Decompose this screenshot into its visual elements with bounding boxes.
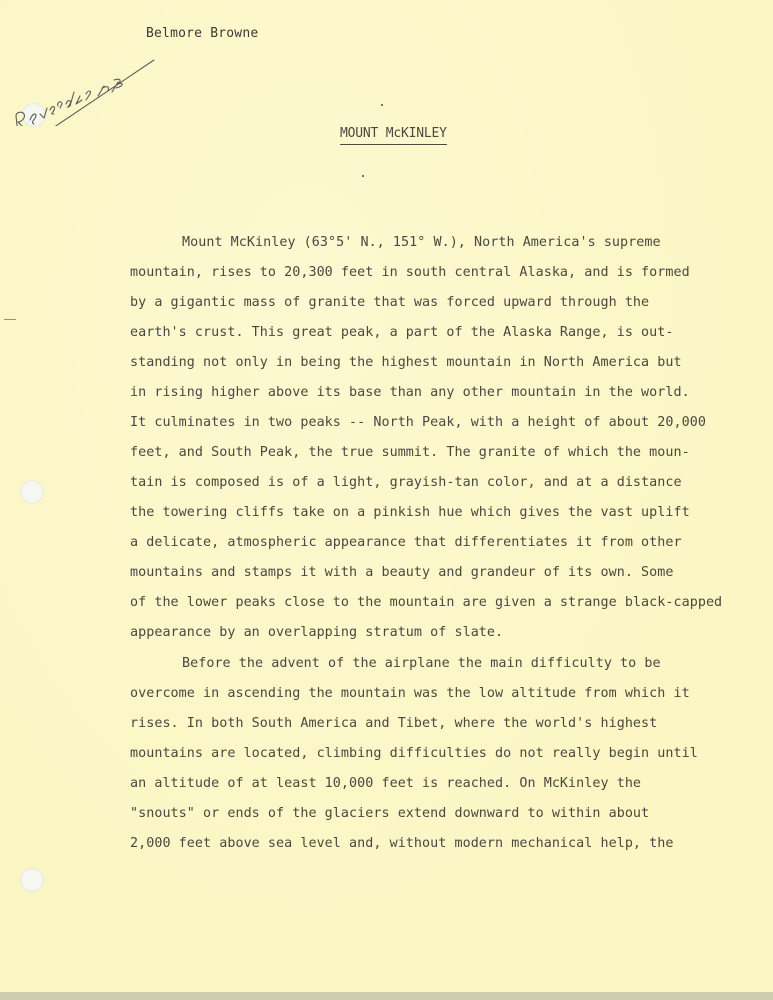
text-line: by a gigantic mass of granite that was forced upward through the bbox=[130, 295, 650, 310]
text-line: overcome in ascending the mountain was the low altitude from which it bbox=[130, 686, 690, 701]
text-line: "snouts" or ends of the glaciers extend downward to within about bbox=[130, 806, 650, 821]
punch-hole-bottom bbox=[20, 868, 44, 892]
annotation-text: Revised by H.B bbox=[14, 56, 23, 57]
text-line: the towering cliffs take on a pinkish hue which gives the vast uplift bbox=[130, 505, 690, 520]
text-line: a delicate, atmospheric appearance that differentiates it from other bbox=[130, 535, 682, 550]
text-line: It culminates in two peaks -- North Peak, with a height of about 20,000 bbox=[130, 415, 706, 430]
title-block bbox=[340, 126, 447, 145]
text-line: 2,000 feet above sea level and, without modern mechanical help, the bbox=[130, 836, 674, 851]
text-line: of the lower peaks close to the mountain are given a strange black-capped bbox=[130, 595, 723, 610]
stray-mark bbox=[381, 104, 383, 106]
page-title: MOUNT McKINLEY bbox=[340, 126, 447, 145]
text-line: tain is composed is of a light, grayish-tan color, and at a distance bbox=[130, 475, 682, 490]
text-line: an altitude of at least 10,000 feet is reached. On McKinley the bbox=[130, 776, 642, 791]
text-line: rises. In both South America and Tibet, where the world's highest bbox=[130, 716, 658, 731]
margin-mark bbox=[4, 319, 16, 320]
text-line: mountains and stamps it with a beauty and grandeur of its own. Some bbox=[130, 565, 674, 580]
text-line: mountain, rises to 20,300 feet in south central Alaska, and is formed bbox=[130, 265, 690, 280]
text-line: earth's crust. This great peak, a part of the Alaska Range, is out- bbox=[130, 325, 674, 340]
text-line: standing not only in being the highest mountain in North America but bbox=[130, 355, 682, 370]
text-line: appearance by an overlapping stratum of slate. bbox=[130, 625, 504, 640]
stray-mark bbox=[362, 175, 364, 177]
text-line: in rising higher above its base than any other mountain in the world. bbox=[130, 385, 690, 400]
author-name: Belmore Browne bbox=[146, 26, 259, 41]
text-line: mountains are located, climbing difficulties do not really begin until bbox=[130, 746, 698, 761]
handwritten-annotation bbox=[14, 56, 164, 126]
punch-hole-middle bbox=[20, 480, 44, 504]
scan-edge bbox=[0, 992, 773, 1000]
text-line: Mount McKinley (63°5' N., 151° W.), North America's supreme bbox=[182, 235, 661, 250]
text-line: Before the advent of the airplane the main difficulty to be bbox=[182, 656, 661, 671]
text-line: feet, and South Peak, the true summit. The granite of which the moun- bbox=[130, 445, 690, 460]
